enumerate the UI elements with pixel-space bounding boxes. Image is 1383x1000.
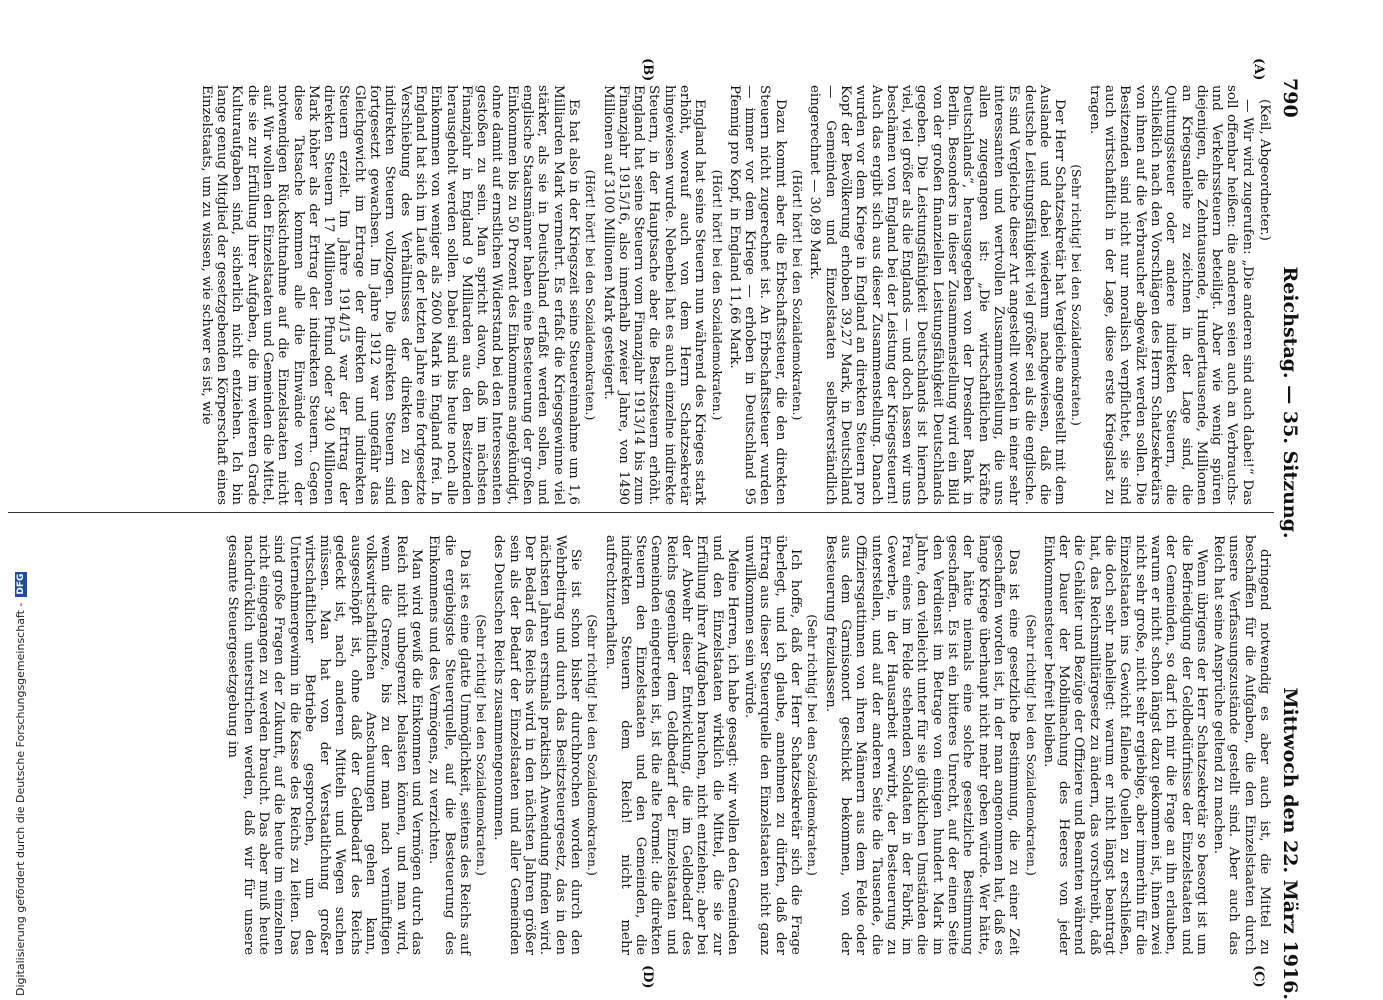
paragraph: Der Herr Schatzsekretär hat Vergleiche angestellt mit dem Auslande und dabei wiederum nachgewiesen, daß die deutsche Leistungsfähigkeit viel größer sei als die englische. Es sind Vergleiche dieser Art angestellt worden in einer sehr interessanten und wertvollen Zusammenstellung, die uns allen zugegangen ist: „Die wirtschaftlichen Kräfte Deutschlands“, herausgegeben von der Dresdner Bank in Berlin. Besonders in dieser Zusammenstellung wird ein Bild von der großen finanziellen Leistungsfähigkeit Deutschlands gegeben. Die Leistungsfähigkeit Deutschlands ist hiernach viel, viel größer als die Englands — und doch lassen wir uns beschämen von England bei der Leistung der Kriegssteuern! Auch das ergibt sich aus dieser Zusammenstellung. Danach wurden vor dem Kriege in England an direkten Steuern pro Kopf der Bevölkerung erhoben 39,27 Mark, in Deutschland — Gemeinden und Einzelstaaten selbstverständlich eingerechnet — 30,89 Mark.: [807, 85, 1068, 505]
paragraph: Meine Herren, ich habe gesagt: wir wollen den Gemeinden und den Einzelstaaten wirklich die Mittel, die sie zur Erfüllung ihrer Aufgaben brauchen, nicht entziehen; aber bei der Abwehr dieser Entwicklung, die im Geldbedarf des Reichs gegenüber dem Geldbedarf der Einzelstaaten und Gemeinden eingetreten ist, ist die alte Formel: die direkten Steuern den Einzelstaaten und den Gemeinden, die indirekten Steuern dem Reich! nicht mehr aufrechtzuerhalten.: [602, 535, 740, 955]
margin-marker-a: (A): [1251, 58, 1266, 81]
interjection: (Sehr richtig! bei den Sozialdemokraten.): [585, 614, 601, 876]
interjection: (Hört! hört! bei den Sozialdemokraten.): [583, 169, 599, 421]
page-header: [1276, 78, 1304, 1000]
paragraph: — Wir wird zugerufen: „Die anderen sind auch dabei!“ Das soll offenbar heißen: die anderen seien auch an Verbrauchs- und Verkehrssteuern beteiligt. Aber wie wenig spüren diejenigen, die Zehntausende, Hunderttausende, Millionen an Kriegsanleihe zu zeichnen in der Lage sind, die Quittungssteuer oder andere indirekten Steuern, die schließlich nach den Vorschlägen des Herrn Schatzsekretärs von ihnen auf die Verbraucher abgewälzt werden sollen. Die Besitzenden sind nicht nur moralisch verpflichtet, sie sind auch wirtschaftlich in der Lage, diese erste Kriegslast zu tragen.: [1086, 85, 1255, 505]
left-text-column: [197, 85, 1272, 505]
dfg-logo-icon: DFG: [16, 573, 26, 595]
paragraph: Dazu kommt aber die Erbschaftssteuer, die den direkten Steuern nicht zugerechnet ist. An Erbschaftssteuer wurden — immer vor dem Kriege — erhoben in Deutschland 95 Pfennig pro Kopf, in England 11,66 Mark.: [726, 85, 788, 505]
paragraph: (Keil, Abgeordneter.): [1257, 99, 1272, 241]
interjection: (Hört! hört! bei den Sozialdemokraten.): [790, 169, 806, 421]
interjection: (Sehr richtig! bei den Sozialdemokraten.): [1069, 164, 1085, 426]
paragraph: Ich hoffe, daß der Herr Schatzsekretär sich die Frage überlegt, und ich glaube, annehmen zu dürfen, daß der Ertrag aus dieser Steuerquelle den Einzelstaaten nicht ganz unwillkommen sein würde.: [742, 535, 804, 955]
right-text-column: [223, 535, 1272, 955]
column-divider: [8, 512, 1274, 513]
page-title: Reichstag. — 35. Sitzung.: [1279, 266, 1301, 539]
interjection: (Sehr richtig! bei den Sozialdemokraten.): [1023, 614, 1039, 876]
margin-marker-d: (D): [640, 965, 655, 989]
paragraph: Das ist eine gesetzliche Bestimmung, die zu einer Zeit geschaffen worden ist, in der man angenommen hat, daß es lange Kriege überhaupt nicht mehr geben würde. Wer hätte, der hätte niemals eine solche gesetzliche Bestimmung geschaffen. Es ist ein bitteres Unrecht, auf der einen Seite den Verdienst im Betrage von einigen hundert Mark im Jahre, den vielleicht unter für sie glücklichen Umständen die Frau eines im Felde stehenden Soldaten in der Fabrik, im Gewerbe, in der Hausarbeit erwirbt, der Besteuerung zu unterstellen, und auf der anderen Seite die Tausende, die Offiziersgattinnen von ihren Männern aus dem Felde oder aus dem Garnisonort geschickt bekommen, von der Besteuerung freizulassen.: [822, 535, 1022, 955]
margin-marker-b: (B): [640, 58, 655, 82]
paragraph: Da ist es eine glatte Unmöglichkeit, seitens des Reichs auf die ergiebigste Steuerquelle, auf die Besteuerung des Einkommens und des Vermögens, zu verzichten.: [426, 535, 472, 955]
interjection: (Hört! hört! bei den Sozialdemokraten.): [709, 169, 725, 421]
paragraph: Sie ist schon bisher durchbrochen worden durch den Wehrbeitrag und durch das Besitzsteuergesetz, das in den nächsten Jahren erstmals praktisch Anwendung finden wird. Der Bedarf des Reichs wird in den nächsten Jahren größer sein als der Bedarf der Einzelstaaten und aller Gemeinden des Deutschen Reichs zusammengenommen.: [491, 535, 583, 955]
interjection: (Sehr richtig! bei den Sozialdemokraten.): [474, 614, 490, 876]
footer-strip: [0, 0, 27, 1000]
paragraph: Es hat also in der Kriegszeit seine Steuereinnahme um 1,6 Milliarden Mark vermehrt. Es erfaßt die Kriegsgewinne viel stärker, als sie in Deutschland erfaßt werden sollen, und englische Staatsmänner haben eine Besteuerung der großen Einkommen bis zu 50 Prozent des Einkommens angekündigt, ohne damit auf ernstlichen Widerstand bei den Interessenten gestoßen zu sein. Man spricht davon, daß im nächsten Finanzjahr in England 9 Milliarden aus den Besitzenden herausgeholt werden sollen. Dabei sind bis heute noch alle Einkommen von weniger als 2600 Mark in England frei. In England hat sich im Laufe der letzten Jahre eine fortgesetzte Verschiebung des Verhältnisses der direkten zu den indirekten Steuern vollzogen. Die direkten Steuern sind fortgesetzt gewachsen. Im Jahre 1912 war ungefähr das Gleichgewicht im Ertrage der direkten und indirekten Steuern erzielt. Im Jahre 1914/15 war der Ertrag der direkten Steuern 17 Millionen Pfund oder 340 Millionen Mark höher als der Ertrag der indirekten Steuern. Gegen diese Tatsache kommen alle die Einwände von der notwendigen Rücksichtnahme auf die Einzelstaaten nicht auf. Wir wollen den Einzelstaaten und Gemeinden die Mittel, die sie zur Erfüllung ihrer Aufgaben, die im weiteren Grade Kulturaufgaben sind, sicherlich nicht entziehen. Ich bin lange genug Mitglied der gesetzgebenden Körperschaft eines Einzelstaats, um zu wissen, wie schwer es ist, wie: [198, 85, 581, 505]
paragraph: dringend notwendig es aber auch ist, die Mittel zu beschaffen für die Aufgaben, die den Einzelstaaten durch unsere Verfassungszustände gestellt sind. Aber auch das Reich hat seine Ansprüche geltend zu machen.: [1211, 535, 1272, 955]
footer-credit: Digitalisierung gefördert durch die Deutsche Forschungsgemeinschaft -: [14, 602, 27, 996]
margin-marker-c: (C): [1251, 965, 1266, 988]
paragraph: Wenn übrigens der Herr Schatzsekretär so besorgt ist um die Befriedigung der Geldbedürfnisse der Einzelstaaten und der Gemeinden, so darf ich mir die Frage an ihn erlauben, warum er nicht schon längst dazu gekommen ist, ihnen zwei nicht sehr große, nicht sehr ergiebige, aber immerhin für die Einzelstaaten ins Gewicht fallende Quellen zu erschließen, die doch sehr naheliegt: warum er nicht längst beantragt hat, das Reichsmilitärgesetz zu ändern, das vorschreibt, daß die Gehälter und Bezüge der Offiziere und Beamten während der Dauer der Mobilmachung des Heeres von jeder Einkommensteuer befreit bleiben.: [1040, 535, 1209, 955]
interjection: (Sehr richtig! bei den Sozialdemokraten.): [805, 614, 821, 876]
session-date: Mittwoch den 22. März 1916.: [1279, 687, 1301, 1000]
page-number: 790: [1279, 78, 1301, 118]
paragraph: England hat seine Steuern nun während des Krieges stark erhöht, worauf auch von dem Herrn Schatzsekretär hingewiesen wurde. Nebenbei hat es auch einzelne indirekte Steuern, in der Hauptsache aber die Besitzsteuern erhöht. England hat seine Steuern vom Finanzjahr 1913/14 bis zum Finanzjahr 1915/16, also innerhalb zweier Jahre, von 1490 Millionen auf 3100 Millionen Mark gesteigert.: [600, 85, 708, 505]
paragraph: Man wird gewiß die Einkommen und Vermögen durch das Reich nicht unbegrenzt belasten können, und man wird, wenn die Grenze, bis zu der man nach vernünftigen volkswirtschaftlichen Anschauungen gehen kann, ausgeschöpft ist, ohne daß der Geldbedarf des Reichs gedeckt ist, nach anderen Mitteln und Wegen suchen müssen. Man hat von der Verstaatlichung großer wirtschaftlicher Betriebe gesprochen, um den Unternehmergewinn in die Kasse des Reichs zu leiten. Das sind große Fragen der Zukunft, auf die heute im einzelnen nicht eingegangen zu werden braucht. Das aber muß heute nachdrücklich unterstrichen werden, daß wir für unsere gesamte Steuergesetzgebung im: [225, 535, 424, 955]
